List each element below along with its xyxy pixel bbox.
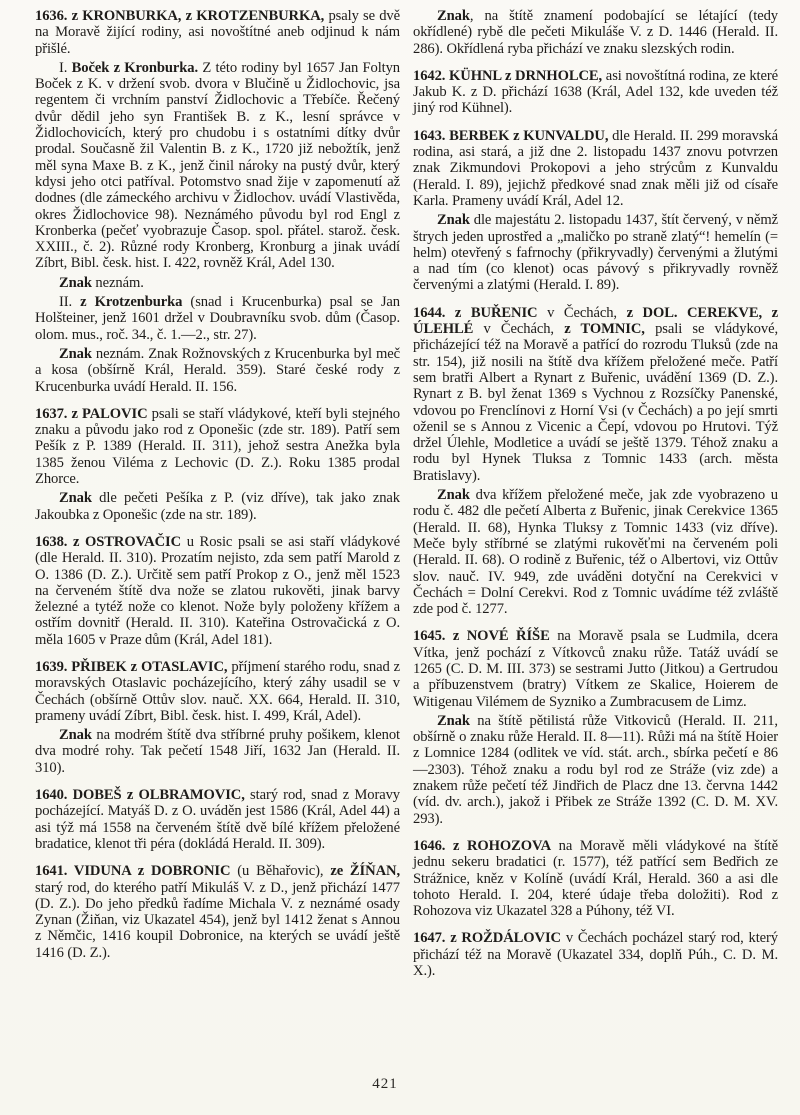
entry-paragraph: 1638. z OSTROVAČIC u Rosic psali se asi staří vládykové (dle Herald. II. 310). Prozatím nejisto, zda sem patří Marold z O. 1386 (D. Z.). Určitě sem patří Prokop z O., jenž měl 1523 na červeném štítě dva nože se zlatou rukověti, jinak barvy železné a tytéž nože co klenot. Nože byly položeny křížem a ostřím dovnitř (Herald. II. 310). Kateřina Ostrovačická z O. měla 1605 v Praze dům (Král, Adel 181). (35, 533, 400, 648)
entry-paragraph: 1647. z ROŽDÁLOVIC v Čechách pocházel starý rod, který přichází též na Moravě (Ukazatel 334, doplň Púh., C. D. M. X.). (413, 930, 778, 980)
text-paragraph: Znak na štítě pětilistá růže Vitkoviců (Herald. II. 211, obšírně o znaku růže Herald. II. 8—11). Růži má na štítě Hoier z Lomnice 1284 (odlitek ve víd. stát. arch., sbírka pečetí e 86—2303). Téhož znaku a rodu byl rod ze Stráže (viz zde) a znakem růže pečetí též Jindřich de Placz dne 13. června 1442 (víd. dv. arch.), jakož i Přibek ze Stráže 1392 (C. D. M. XV. 293). (413, 712, 778, 827)
text-paragraph: Znak dva křížem přeložené meče, jak zde vyobrazeno u rodu č. 482 dle pečetí Alberta z Buřenic, jinak Cerekvice 1365 (Herald. II. 68), Hynka Tluksy z Tomnic 1433 (viz dříve). Meče byly stříbrné se zlatými rukověťmi na červeném poli (Herald. II. 68). O rodině z Buřenic, též o Albertovi, viz Ottův slov. nauč. IV. 949, zde uváděni dotyční na Cerekvici v Čechách = Dolní Cerekvi. Rod z Tomnic uvádíme též zvláště zde pod č. 1277. (413, 487, 778, 618)
entry-paragraph: 1637. z PALOVIC psali se staří vládykové, kteří byli stejného znaku a původu jako rod z Oponešic (zde str. 189). Patří sem Pešík z P. 1389 (Herald. II. 311), jehož sestra Anežka byla 1385 ženou Viléma z Lechovic (D. Z.). Roku 1385 prodal Zhorce. (35, 405, 400, 488)
entry-paragraph: 1646. z ROHOZOVA na Moravě měli vládykové na štítě jednu sekeru bradatici (r. 1577), též patřící sem Bedřich ze Strážnice, kněz v Kolíně (uvádí Král, Herald. 360 a asi dle tohoto Herald. I. 204, které údaje třeba doložiti). Rod z Rohozova viz Ukazatel 328 a Púhony, též VI. (413, 837, 778, 920)
entry-paragraph: 1644. z BUŘENIC v Čechách, z DOL. CEREKVE, z ÚLEHLÉ v Čechách, z TOMNIC, psali se vládykové, přicházející též na Moravě a patřící do rozrodu Tluksů (zde na str. 154), již nosili na štítě dva křížem přeložené meče. Patří sem bratři Albert a Rynart z Buřenic, uvádění 1369 (D. Z.). Rynart z B. byl ženat 1369 s Vychnou z Rozsíčky Panenské, vdovou po Frenclínovi z Horní Vsi (v Čechách) a po její smrti oženil se s Annou z Vicenic a Čepí, vdovou po Hrutovi. Týž držel Úlehle, Modletice a uvádí se ještě 1379. Téhož znaku a rodu byl Hynek Tluksa z Tomnic 1433 (arch. města Bratislavy). (413, 304, 778, 484)
entry-paragraph: 1642. KÜHNL z DRNHOLCE, asi novoštítná rodina, ze které Jakub K. z D. přichází 1638 (Král, Adel 132, kde uveden též jiný rod Kühnel). (413, 67, 778, 117)
text-paragraph: II. z Krotzenburka (snad i Krucenburka) psal se Jan Holšteiner, jenž 1601 držel v Doubravníku svob. dům (Časop. olom. mus., roč. 34., č. 1.—2., str. 27). (35, 294, 400, 343)
text-paragraph: Znak neznám. (59, 274, 144, 291)
text-paragraph: Znak neznám. Znak Rožnovských z Krucenburka byl meč a kosa (obšírně Král, Herald. 359). Staré české rody z Krucenburka uvádí Herald. II. 156. (35, 345, 400, 395)
entry-paragraph: 1645. z NOVÉ ŘÍŠE na Moravě psala se Ludmila, dcera Vítka, jenž pochází z Vítkovců znaku růže. Tatáž uvádí se 1265 (C. D. M. III. 373) se sestrami Jutto (Jitkou) a Gertrudou a příbuzenstvem (bratry) Vítkem ze Skalice, Hoierem de Witigenau Vilémem de Syzniko a Zumbracusem de Limz. (413, 628, 778, 710)
entry-paragraph: 1641. VIDUNA z DOBRONIC (u Běhařovic), ze ŽÍŇAN, starý rod, do kterého patří Mikuláš V. z D., jenž přichází 1477 (D. Z.). Do jeho předků řadíme Michala V. z neznámé osady Zynan (Žiňan, viz Ukazatel 454), jenž byl 1412 ženat s Annou z Němčic, 1416 koupil Dobronice, na kterých se uvádí ještě 1416 (D. Z.). (35, 863, 400, 961)
text-paragraph: Znak na modrém štítě dva stříbrné pruhy pošikem, klenot dva modré rohy. Tak pečetí 1548 Jiří, 1632 Jan (Herald. II. 310). (35, 727, 400, 776)
text-paragraph: I. Boček z Kronburka. Z této rodiny byl 1657 Jan Foltyn Boček z K. v držení svob. dvora v Blučině u Židlochovic, jsa regentem či vrchním panství Židlochovic a Třebíče. Řečený dvůr dědil jeho syn František B. z K., lesní správce v Židlochovicích, který pro chudobu i s ostatními dítky dvůr prodal. Současně žil Valentin B. z K., 1720 již nebožtík, jenž měl syna Maxe B. z K., jenž činil nároky na pustý dvůr, který kdysi jeho otci patříval. Potomstvo snad žije v zapomenutí až dodnes (dle zámeckého archivu v Židlochov. uvádí Vlastivěda, okres Židlochovice 98). Neznámého původu byl rod Engl z Kronberka (pečeť vyobrazuje Časop. spol. přátel. starož. česk. XXIII., č. 2). Různé rody Kronberg, Kronburg a jinak uvádí Zíbrt, Bibl. česk. hist. I. 422, rovněž Král, Adel 130. (35, 59, 401, 272)
entry-paragraph: 1636. z KRONBURKA, z KROTZENBURKA, psaly se dvě na Moravě žijící rodiny, asi novoštítné aneb odjinud k nám přišlé. (35, 8, 400, 57)
text-paragraph: Znak dle pečeti Pešíka z P. (viz dříve), tak jako znak Jakoubka z Oponešic (zde na str. 189). (35, 490, 400, 523)
entry-paragraph: 1639. PŘIBEK z OTASLAVIC, příjmení starého rodu, snad z moravských Otaslavic pocházejícího, který záhy usadil se v Čechách (obšírně Ottův slov. nauč. XX. 664, Herald. II. 310, prameny uvádí Zíbrt, Bibl. česk. hist. I. 499, Král, Adel). (35, 658, 400, 724)
text-block (35, 8, 778, 979)
text-paragraph: Znak, na štítě znamení podobající se létající (tedy okřídlené) rybě dle pečeti Mikuláše V. z D. 1446 (Herald. II. 286). Okřídlená ryba přichází ve znaku slezských rodin. (413, 8, 778, 57)
text-paragraph: Znak dle majestátu 2. listopadu 1437, štít červený, v němž štrych jeden uprostřed a „maličko po straně zlatý“! hemelín (= helm) otevřený s fafrnochy (přikryvadly) červenými a žlutými a nad tím (co klenot) ocas pávový s přikryvadly rovněž červenými a zlatými (Herald. I. 89). (413, 212, 778, 294)
right-column (413, 8, 778, 979)
left-column (35, 8, 400, 979)
entry-paragraph: 1643. BERBEK z KUNVALDU, dle Herald. II. 299 moravská rodina, asi stará, a již dne 2. listopadu 1437 znovu potvrzen znak Zikmundovi Prokopovi a jeho strýcům z Kunvaldu (Herald. I. 89), jejichž předkové snad znak měli již od císaře Karla. Prameny uvádí Král, Adel 12. (413, 127, 778, 209)
page-number: 421 (372, 1076, 398, 1092)
entry-paragraph: 1640. DOBEŠ z OLBRAMOVIC, starý rod, snad z Moravy pocházející. Matyáš D. z O. uváděn jest 1586 (Král, Adel 44) a asi týž má 1558 na červeném štítě dvě bílé křížem přeložené bradatice, klenot tři péra (dokládá Herald. II. 309). (35, 787, 400, 852)
